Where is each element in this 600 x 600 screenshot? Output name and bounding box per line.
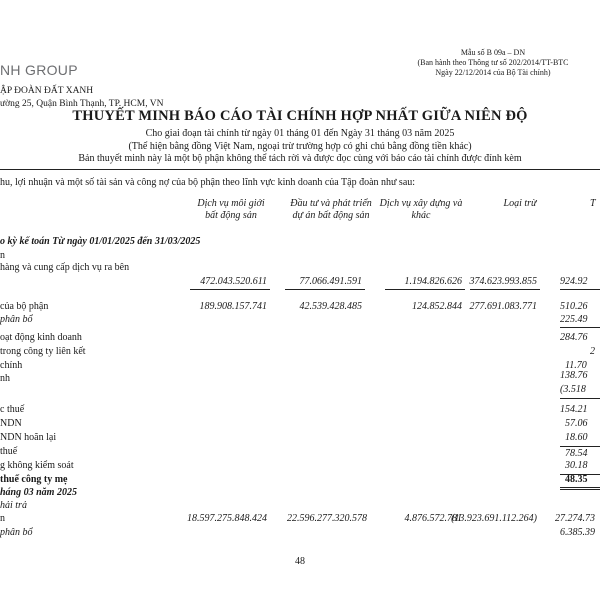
segment-brokerage: 189.908.157.741 <box>199 301 267 312</box>
revenue-total: 924.92 <box>560 276 588 287</box>
revenue-elimination: 374.623.993.855 <box>469 276 537 287</box>
row-label-parent: thuế công ty mẹ <box>0 474 68 485</box>
row-label-n2: n <box>0 513 5 524</box>
segment-construction: 124.852.844 <box>412 301 462 312</box>
rule-7 <box>560 398 600 399</box>
cit-total: 57.06 <box>565 418 588 429</box>
intro-text: hu, lợi nhuận và một số tài sản và công nợ của bộ phận theo lĩnh vực kinh doanh của Tập đoàn như sau: <box>0 177 416 188</box>
subtitle-period: Cho giai đoạn tài chính từ ngày 01 tháng 01 đến Ngày 31 tháng 03 năm 2025 <box>145 128 455 139</box>
n2-elimination: (13.923.691.112.264) <box>451 513 537 524</box>
subtitle-currency: (Thể hiện bằng đồng Việt Nam, ngoại trừ trường hợp có ghi chú bằng đồng tiền khác) <box>128 141 472 152</box>
row-label-liabilities: hải trả <box>0 500 27 511</box>
rule-2 <box>285 289 365 290</box>
row-label-associates: trong công ty liên kết <box>0 346 86 357</box>
segment-total: 510.26 <box>560 301 588 312</box>
unallocated-2-total: 6.385.39 <box>560 527 595 538</box>
other-loss-total: (3.518 <box>560 384 586 395</box>
row-label-unallocated: phân bổ <box>0 314 33 325</box>
row-label-n: n <box>0 250 5 261</box>
segment-investment: 42.539.428.485 <box>299 301 362 312</box>
deferred-total: 18.60 <box>565 432 588 443</box>
row-label-revenue: hàng và cung cấp dịch vụ ra bên <box>0 262 130 273</box>
row-label-segment: của bộ phận <box>0 301 49 312</box>
company-name: ẬP ĐOÀN ĐẤT XANH <box>0 86 94 96</box>
other-total: 138.76 <box>560 370 588 381</box>
form-line-3: Ngày 22/12/2014 của Bộ Tài chính) <box>435 68 551 77</box>
n2-investment: 22.596.277.320.578 <box>287 513 367 524</box>
col-header-brokerage: Dịch vụ môi giới bất động sản <box>197 198 265 221</box>
rule-5 <box>560 289 600 290</box>
pretax-total: 154.21 <box>560 404 588 415</box>
col-header-investment: Đầu tư và phát triển dự án bất động sản <box>290 198 372 221</box>
row-label-aftertax: thuế <box>0 446 18 457</box>
financial-total: 11.70 <box>565 360 587 371</box>
rule-10b <box>560 489 600 490</box>
associates-total: 2 <box>590 346 595 357</box>
row-label-financial: chính <box>0 360 23 371</box>
form-reference <box>398 48 588 78</box>
row-label-other: nh <box>0 373 10 384</box>
row-label-unallocated-2: phân bổ <box>0 527 33 538</box>
company-address: ường 25, Quận Bình Thạnh, TP. HCM, VN <box>0 99 164 109</box>
period-heading: o kỳ kế toán Từ ngày 01/01/2025 đến 31/03/2025 <box>0 236 201 247</box>
n2-brokerage: 18.597.275.848.424 <box>187 513 267 524</box>
revenue-investment: 77.066.491.591 <box>299 276 362 287</box>
row-label-operations: oạt động kinh doanh <box>0 332 82 343</box>
n2-construction: 4.876.572.781 <box>404 513 462 524</box>
rule-6 <box>560 327 600 328</box>
nci-total: 30.18 <box>565 460 588 471</box>
parent-total: 48.35 <box>565 474 588 485</box>
row-label-pretax: c thuế <box>0 404 25 415</box>
segment-elimination: 277.691.083.771 <box>469 301 537 312</box>
rule-1 <box>190 289 270 290</box>
row-label-date: háng 03 năm 2025 <box>0 487 77 498</box>
aftertax-total: 78.54 <box>565 448 588 459</box>
header-divider <box>0 169 600 170</box>
col-header-construction: Dịch vụ xây dựng và khác <box>379 198 463 221</box>
rule-8 <box>560 446 600 447</box>
page-number: 48 <box>295 556 305 567</box>
subtitle-note: Bản thuyết minh này là một bộ phận không thể tách rời và được đọc cùng với báo cáo tài chính được đính kèm <box>78 153 522 164</box>
row-label-deferred: NDN hoãn lại <box>0 432 57 443</box>
revenue-brokerage: 472.043.520.611 <box>200 276 267 287</box>
row-label-cit: NDN <box>0 418 22 429</box>
form-line-1: Mẫu số B 09a – DN <box>460 48 526 57</box>
rule-4 <box>470 289 540 290</box>
document-title: THUYẾT MINH BÁO CÁO TÀI CHÍNH HỢP NHẤT GIỮA NIÊN ĐỘ <box>72 108 528 124</box>
form-line-2: (Ban hành theo Thông tư số 202/2014/TT-BTC <box>417 58 569 67</box>
company-logo: NH GROUP <box>0 62 78 78</box>
rule-10a <box>560 487 600 488</box>
revenue-construction: 1.194.826.626 <box>404 276 462 287</box>
operations-total: 284.76 <box>560 332 588 343</box>
row-label-nci: g không kiểm soát <box>0 460 74 471</box>
col-header-elimination: Loại trừ <box>503 198 537 209</box>
unallocated-total: 225.49 <box>560 314 588 325</box>
n2-total: 27.274.73 <box>555 513 595 524</box>
rule-3 <box>385 289 465 290</box>
col-header-total: T <box>590 198 596 209</box>
